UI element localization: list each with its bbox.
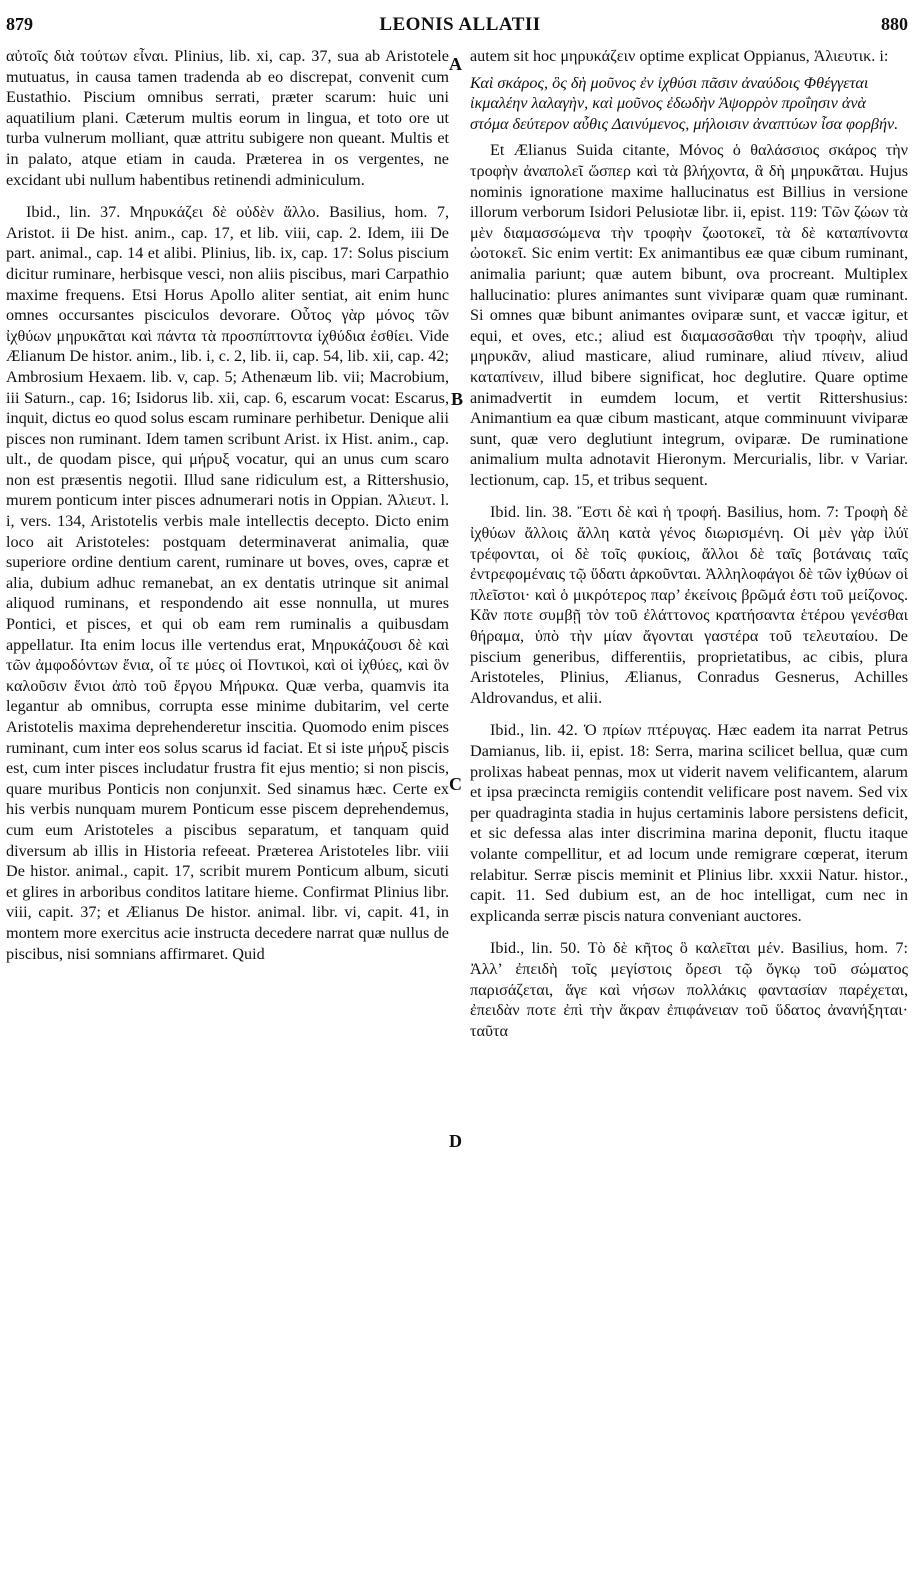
oppian-verse: Καὶ σκάρος, ὃς δὴ μοῦνος ἐν ἰχθύσι πᾶσιν ἀναύδοις Φθέγγεται ἰκμαλέην λαλαγὴν, καὶ μοῦνος ἐδωδὴν Ἀψορρὸν προΐησιν ἀνὰ στόμα δεύτερον αὖθις Δαινύμενος, μήλοισιν ἀναπτύων ἶσα φορβήν. <box>470 73 899 133</box>
right-paragraph-2: Et Ælianus Suida citante, Μόνος ὁ θαλάσσιος σκάρος τὴν τροφὴν ἀναπολεῖ ὥσπερ καὶ τὰ βλήχοντα, ἃ δὴ μηρυκᾶται. Hujus nominis ignoratione maxime hallucinatus est Billius in versione illorum verborum Isidori Pelusiotæ libr. ii, epist. 119: Τῶν ζώων τὰ μὲν διαμασσώμενα τὴν τροφὴν ζωοτοκεῖ, τὰ δὲ καταπίνοντα ὠοτοκεῖ. Sic enim vertit: Ex animantibus eæ quæ cibum ruminant, animalia pariunt; quæ autem bibunt, ova procreant. Multiplex hallucinatio: plures animantes sunt viviparæ quam quæ ruminant. Si omnes quæ bibunt animantes oviparæ sunt, et vaccæ igitur, et equi, et oves, etc.; aliud est διαμασσᾶσθαι τὴν τροφὴν, aliud μηρυκᾶν, aliud masticare, aliud ruminare, aliud πίνειν, aliud καταπίνειν, illud bibere significat, hoc deglutire. Quare optime animadvertit in eumdem locum, et vertit Rittershusius: Animantium ea quæ cibum masticant, atque comminuunt viviparæ sunt, quæ vero deglutiunt integrum, oviparæ. De ruminatione animalium multa adnotavit Hieronym. Mercurialis, libr. v Variar. lectionum, cap. 15, et tribus sequent. <box>470 141 908 489</box>
page-header <box>0 14 920 40</box>
right-paragraph-5: Ibid., lin. 50. Τὸ δὲ κῆτος ὃ καλεῖται μέν. Basilius, hom. 7: Ἀλλ’ ἐπειδὴ τοῖς μεγίστοις ὄρεσι τῷ ὄγκῳ τοῦ σώματος παρισάζεται, ἅγε καὶ νήσων πολλάκις φαντασίαν παρέχεται, ἐπειδὰν ποτε ἐπὶ τὴν ἄκραν ἐπιφάνειαν τοῦ ὕδατος ἀνανήξηται· ταῦτα <box>470 939 908 1040</box>
right-paragraph-4: Ibid., lin. 42. Ὁ πρίων πτέρυγας. Hæc eadem ita narrat Petrus Damianus, lib. ii, epist. 18: Serra, marina scilicet bellua, quæ cum prolixas habeat pennas, mox ut viderit navem velificantem, alarum et ipsa præcincta remigiis contendit velificare post navem. Sed vix per quadraginta stadia in hujus certaminis labore persistens deficit, et sic defessa alas inter discrimina marina deponit, fluctu itaque volante compellitur, et ad locum unde remigrare cœperat, iterum relabitur. Serræ piscis meminit et Plinius libr. xxxii Natur. histor., capit. 11. Sed dubium est, an de hoc intelligat, cum nec in explicanda serræ piscis natura conveniant auctores. <box>470 721 908 925</box>
page-number-left: 879 <box>6 14 33 34</box>
running-title: LEONIS ALLATII <box>379 14 541 35</box>
right-column <box>470 46 908 1041</box>
right-paragraph-3: Ibid. lin. 38. Ἔστι δὲ καὶ ἡ τροφή. Basilius, hom. 7: Τροφὴ δὲ ἰχθύων ἄλλοις ἄλλη κατὰ γένος διωρισμένη. Οἱ μὲν γὰρ ἰλύϊ τρέφονται, οἱ δὲ τοῖς φυκίοις, ἄλλοι δὲ ταῖς βοτάναις ταῖς ἐντρεφομέναις τῷ ὕδατι ἀρκοῦνται. Ἀλληλοφάγοι δὲ τῶν ἰχθύων οἱ πλεῖστοι· καὶ ὁ μικρότερος παρ’ ἐκείνοις βρῶμά ἐστι τοῦ μείζονος. Κἂν ποτε συμβῇ τὸν τοῦ ἐλάττονος κρατήσαντα ἑτέρου γενέσθαι θήραμα, ὑπὸ τὴν μίαν ἄγονται γαστέρα τοῦ τελευταίου. De piscium generibus, differentiis, proprietatibus, ac cibis, plura Aristoteles, Plinius, Ælianus, Conradus Gesnerus, Achilles Aldrovandus, et alii. <box>470 503 908 707</box>
left-paragraph-1: αὐτοῖς διὰ τούτων εἶναι. Plinius, lib. xi, cap. 37, sua ab Aristotele mutuatus, in causa tamen tradenda ab eo discrepat, convenit cum Eustathio. Piscium omnibus serrati, præter scarum: huic uni aquatilium plani. Cæterum multis eorum in lingua, et toto ore ut turba vulnerum molliant, quæ attritu subigere non queant. Multis et in palato, atque etiam in cauda. Præterea in os vergentes, ne excidant ubi nullum habentibus retinendi adminiculum. <box>6 47 449 189</box>
section-marker-c: C <box>449 774 462 794</box>
left-paragraph-2: Ibid., lin. 37. Μηρυκάζει δὲ οὐδὲν ἄλλο. Basilius, hom. 7, Aristot. ii De hist. anim., cap. 17, et lib. viii, cap. 2. Idem, iii De part. animal., cap. 14 et alibi. Plinius, lib. ix, cap. 17: Solus piscium dicitur ruminare, herbisque vesci, non aliis piscibus, mari Carpathio maxime frequens. Etsi Horus Apollo aliter sentiat, ait enim hunc omnes occursantes pisciculos devorare. Οὗτος γὰρ μόνος τῶν ἰχθύων μηρυκᾶται καὶ πάντα τὰ προσπίπτοντα ἰχθύδια ἐσθίει. Vide Ælianum De histor. anim., lib. i, c. 2, lib. ii, cap. 54, lib. xii, cap. 42; Ambrosium Hexaem. lib. v, cap. 5; Athenæum lib. vii; Macrobium, iii Saturn., cap. 16; Isidorus lib. xii, cap. 6, escarum vocat: Escarus, inquit, dictus eo quod solus escam ruminare perhibetur. Denique alii pisces non ruminant. Idem tamen scribunt Arist. ix Hist. anim., cap. ult., de quodam pisce, qui μήρυξ vocatur, qui an unus cum scaro non est præsentis negotii. Illud sane ridiculum est, a Rittershusio, murem ponticum inter pisces adnumerari notis in Oppian. Ἁλιευτ. l. i, vers. 134, Aristotelis verbis male intellectis decepto. Dicto enim loco ait Aristoteles: postquam determinaverat animalia, quæ superiore ordine dentium carent, ruminare ut boves, oves, capræ et alia, dubium adhuc remanebat, an ex dentatis utrinque sit animal aliquod ruminans, et respondendo ait esse nonnulla, ut mures Pontici, et pisces, et qui ob eam rem ruminalis a quibusdam appellatur. Ita enim locus ille vertendus erat, Μηρυκάζουσι δὲ καὶ τῶν ἀμφοδόντων ἔνια, οἷ τε μύες οἱ Ποντικοὶ, καὶ οἱ ἰχθύες, καὶ ὃν καλοῦσιν ἔνιοι ἀπὸ τοῦ ἔργου Μήρυκα. Quæ verba, quamvis ita legantur ab omnibus, corrupta esse minime dubitarim, vel certe Aristotelis maxima deprehenderetur inscitia. Quomodo enim pisces ruminant, cum inter eos solus scarus id faciat. Et si iste μήρυξ piscis est, cum inter pisces includatur frustra fit ejus mentio; si non piscis, quare muribus Ponticis non conjunxit. Sed sinamus hæc. Certe ex his verbis nunquam murem Ponticum esse piscem deprehendemus, cum eum Aristoteles a piscibus separatum, et tanquam quid diversum ab illis in Historia refeeat. Præterea Aristoteles libr. viii De histor. animal., capit. 17, scribit murem Ponticum album, sicuti et glires in arboribus conditos latitare hieme. Confirmat Plinius libr. viii, capit. 37; et Ælianus De histor. animal. libr. vi, capit. 41, in montem more exercitus acie instructa decedere narrat quæ nullus de piscibus, nisi somnians affirmaret. Quid <box>6 203 449 963</box>
section-marker-a: A <box>449 54 462 74</box>
section-marker-b: B <box>451 389 464 409</box>
right-paragraph-1: autem sit hoc μηρυκάζειν optime explicat Oppianus, Ἁλιευτικ. i: <box>470 47 889 65</box>
left-column <box>6 46 449 964</box>
section-marker-d: D <box>449 1131 462 1151</box>
page-number-right: 880 <box>881 14 908 34</box>
